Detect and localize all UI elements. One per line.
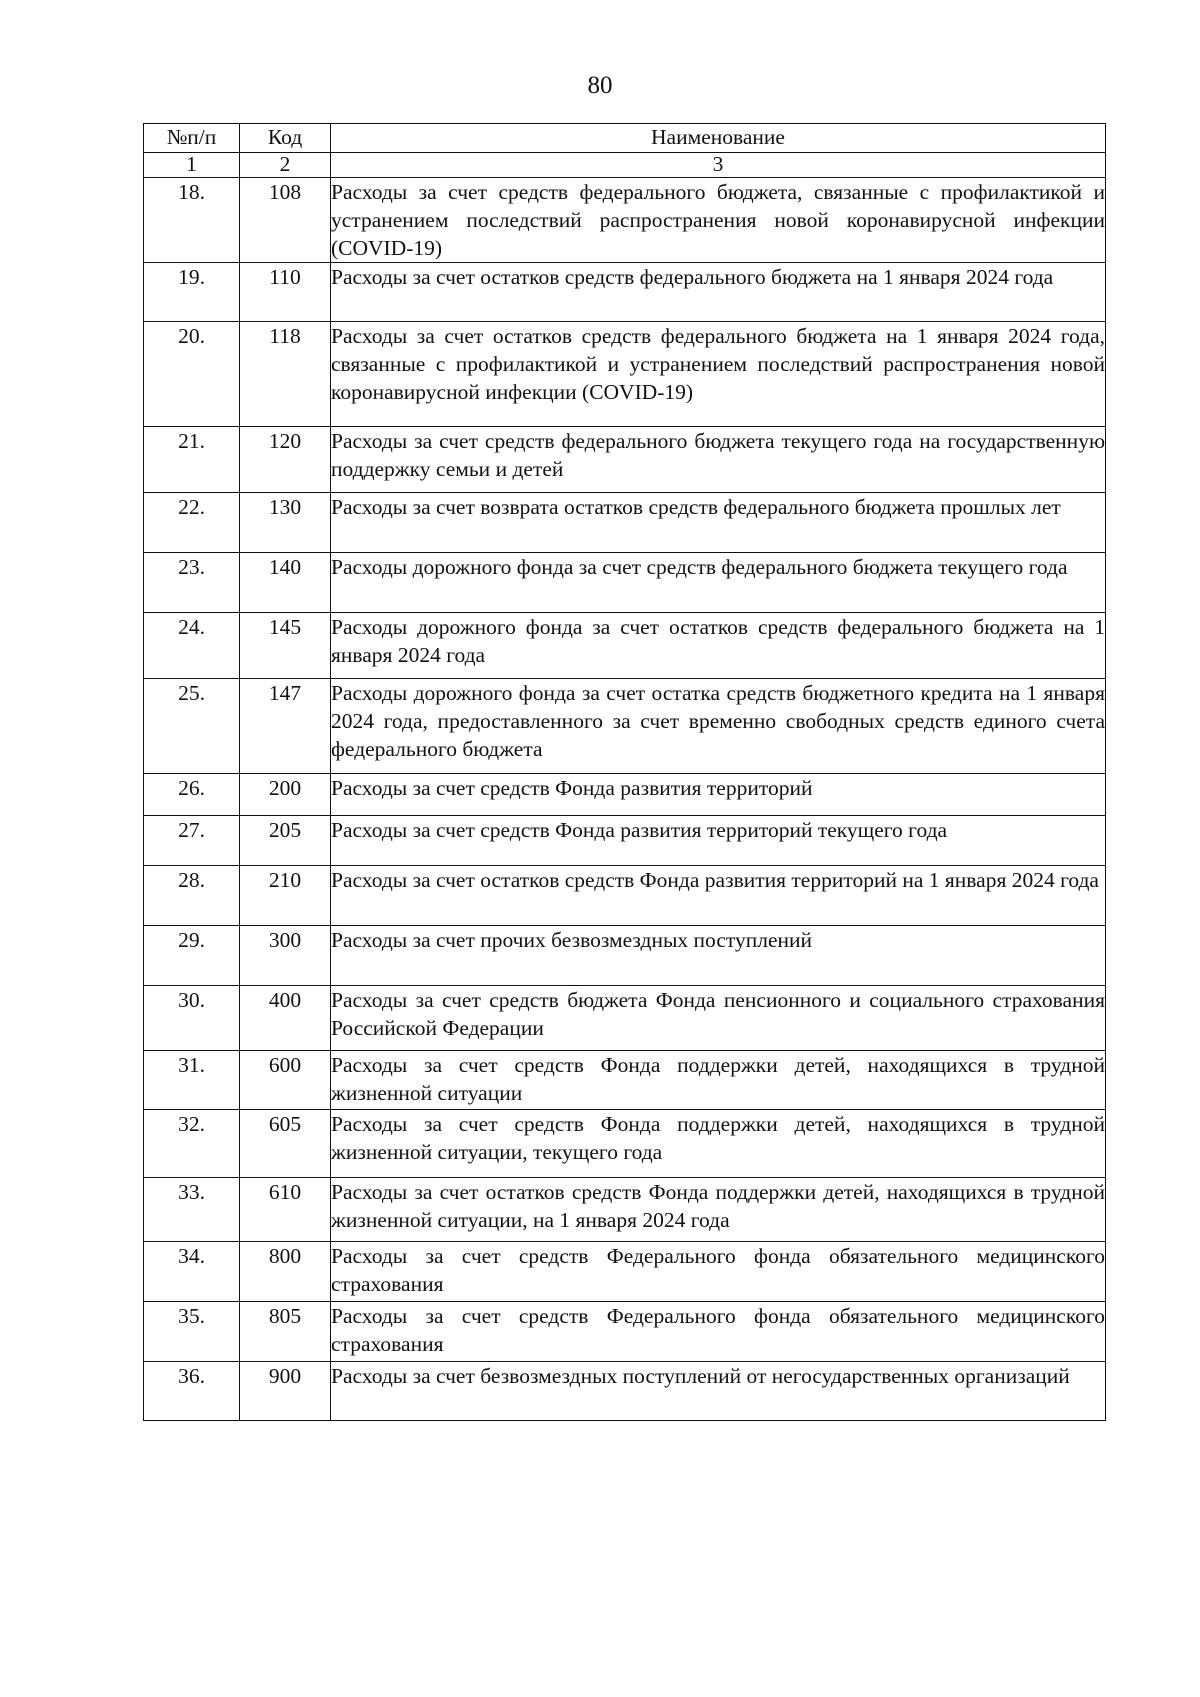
row-number: 27. [144,816,240,866]
row-code: 900 [240,1362,331,1421]
row-code: 145 [240,613,331,679]
table-row [144,1051,1106,1110]
row-code: 118 [240,322,331,427]
table-row [144,553,1106,613]
row-code: 205 [240,816,331,866]
table-row [144,926,1106,986]
table-header-row [144,124,1106,153]
table-row [144,427,1106,493]
row-code: 130 [240,493,331,553]
row-number: 26. [144,774,240,816]
table-row [144,263,1106,322]
row-number: 28. [144,866,240,926]
row-number: 29. [144,926,240,986]
row-name: Расходы за счет средств Федерального фонда обязательного медицинского страхования [331,1302,1106,1362]
row-number: 34. [144,1242,240,1302]
row-name: Расходы за счет остатков средств федерального бюджета на 1 января 2024 года [331,263,1106,322]
column-number-2: 2 [240,153,331,178]
row-number: 25. [144,679,240,774]
row-code: 605 [240,1110,331,1178]
row-name: Расходы за счет средств Фонда поддержки детей, находящихся в трудной жизненной ситуации, текущего года [331,1110,1106,1178]
row-code: 120 [240,427,331,493]
row-name: Расходы за счет прочих безвозмездных поступлений [331,926,1106,986]
row-name: Расходы дорожного фонда за счет остатков средств федерального бюджета на 1 января 2024 года [331,613,1106,679]
row-name: Расходы за счет средств Фонда развития территорий текущего года [331,816,1106,866]
row-name: Расходы дорожного фонда за счет средств федерального бюджета текущего года [331,553,1106,613]
table-row [144,774,1106,816]
row-number: 19. [144,263,240,322]
row-name: Расходы за счет средств бюджета Фонда пенсионного и социального страхования Российской Федерации [331,986,1106,1051]
table-row [144,1110,1106,1178]
row-name: Расходы за счет безвозмездных поступлений от негосударственных организаций [331,1362,1106,1421]
row-code: 210 [240,866,331,926]
row-number: 30. [144,986,240,1051]
row-number: 18. [144,178,240,263]
row-name: Расходы за счет средств Федерального фонда обязательного медицинского страхования [331,1242,1106,1302]
column-number-3: 3 [331,153,1106,178]
row-number: 33. [144,1178,240,1242]
row-number: 31. [144,1051,240,1110]
row-code: 108 [240,178,331,263]
row-code: 200 [240,774,331,816]
row-code: 300 [240,926,331,986]
row-name: Расходы за счет средств федерального бюджета текущего года на государственную поддержку семьи и детей [331,427,1106,493]
table-row [144,613,1106,679]
table-row [144,986,1106,1051]
table-row [144,679,1106,774]
table-row [144,322,1106,427]
row-number: 32. [144,1110,240,1178]
table-row [144,1178,1106,1242]
row-code: 805 [240,1302,331,1362]
table-row [144,1302,1106,1362]
row-number: 36. [144,1362,240,1421]
row-name: Расходы за счет средств федерального бюджета, связанные с профилактикой и устранением последствий распространения новой коронавирусной инфекции (COVID-19) [331,178,1106,263]
row-name: Расходы за счет возврата остатков средств федерального бюджета прошлых лет [331,493,1106,553]
header-name: Наименование [331,124,1106,153]
column-number-1: 1 [144,153,240,178]
row-name: Расходы за счет остатков средств Фонда поддержки детей, находящихся в трудной жизненной ситуации, на 1 января 2024 года [331,1178,1106,1242]
table-row [144,866,1106,926]
row-code: 140 [240,553,331,613]
row-number: 21. [144,427,240,493]
row-number: 24. [144,613,240,679]
row-number: 35. [144,1302,240,1362]
expense-codes-table [143,123,1106,1421]
row-code: 800 [240,1242,331,1302]
row-number: 23. [144,553,240,613]
row-number: 22. [144,493,240,553]
row-code: 600 [240,1051,331,1110]
table-row [144,493,1106,553]
table-row [144,816,1106,866]
column-numbers-row [144,153,1106,178]
header-code: Код [240,124,331,153]
row-code: 110 [240,263,331,322]
table-row [144,1242,1106,1302]
row-name: Расходы за счет остатков средств федерального бюджета на 1 января 2024 года, связанные с профилактикой и устранением последствий распространения новой коронавирусной инфекции (COVID-19) [331,322,1106,427]
row-name: Расходы за счет средств Фонда поддержки детей, находящихся в трудной жизненной ситуации [331,1051,1106,1110]
row-code: 147 [240,679,331,774]
row-code: 400 [240,986,331,1051]
header-number: №п/п [144,124,240,153]
row-name: Расходы дорожного фонда за счет остатка средств бюджетного кредита на 1 января 2024 года, предоставленного за счет временно свободных средств единого счета федерального бюджета [331,679,1106,774]
page-number: 80 [587,72,613,99]
table-row [144,178,1106,263]
table-row [144,1362,1106,1421]
row-name: Расходы за счет остатков средств Фонда развития территорий на 1 января 2024 года [331,866,1106,926]
row-code: 610 [240,1178,331,1242]
row-number: 20. [144,322,240,427]
row-name: Расходы за счет средств Фонда развития территорий [331,774,1106,816]
